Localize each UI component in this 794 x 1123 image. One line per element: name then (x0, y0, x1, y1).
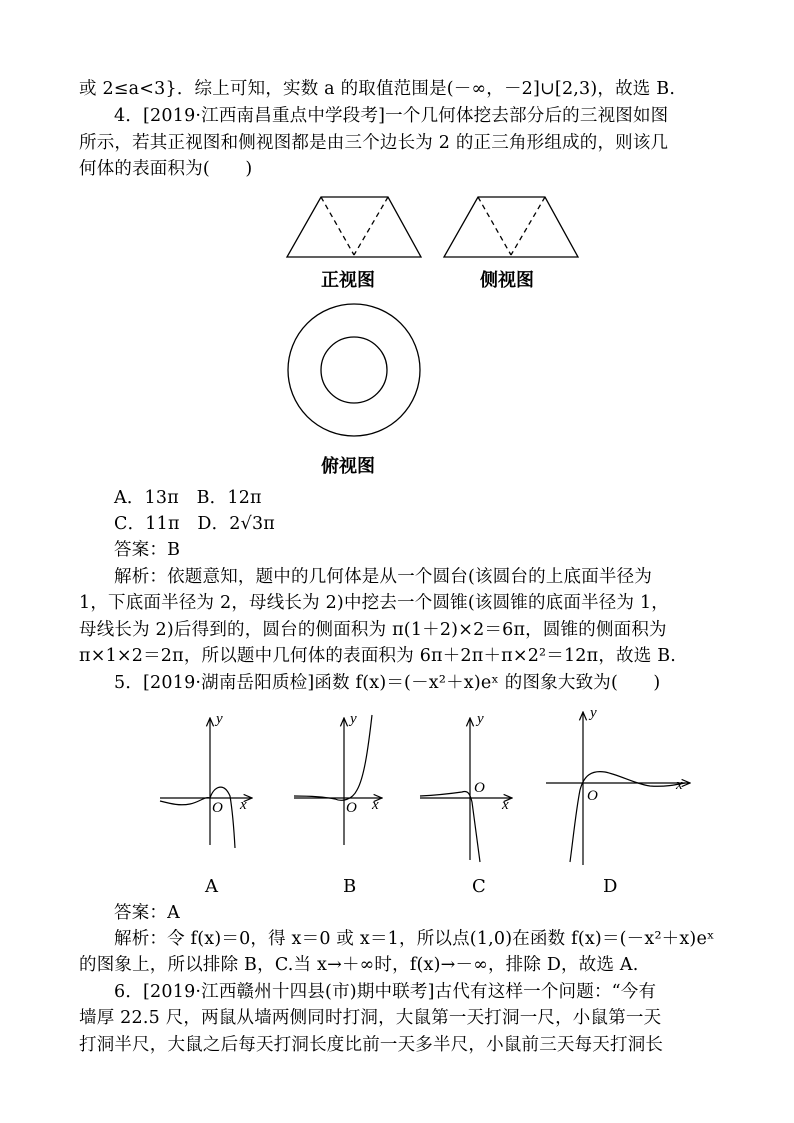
graph-c-x-label: x (502, 797, 509, 813)
graph-c-curve (420, 791, 480, 862)
graph-b-x-label: x (372, 797, 379, 813)
graph-b-origin: O (346, 800, 357, 816)
top-view-caption: 俯视图 (321, 456, 375, 477)
analysis-5-line-1: 解析：令 f(x)＝0，得 x＝0 或 x＝1，所以点(1,0)在函数 f(x)＝(－x²＋x)eˣ (114, 929, 715, 949)
question-4-line-2: 所示，若其正视图和侧视图都是由三个边长为 2 的正三角形组成的，则该几 (79, 133, 669, 153)
graph-c-label: C (472, 876, 486, 897)
front-view-caption: 正视图 (321, 270, 375, 291)
analysis-4-line-1: 解析：依题意知，题中的几何体是从一个圆台(该圆台的上底面半径为 (114, 567, 653, 587)
graph-b (294, 715, 382, 845)
graph-a-origin: O (212, 800, 223, 816)
options-cd: C．11π D．2√3π (114, 514, 276, 534)
graph-a-label: A (205, 876, 218, 897)
text-line-1: 或 2≤a<3}．综上可知，实数 a 的取值范围是(－∞，－2]∪[2,3)，故选 B. (79, 79, 676, 99)
graph-a-x-label: x (240, 797, 247, 813)
graph-b-curve (294, 715, 372, 800)
graph-a-curve (160, 787, 235, 848)
graph-b-y-label: y (350, 711, 357, 727)
graph-c-y-label: y (477, 711, 484, 727)
options-ab: A．13π B．12π (114, 488, 262, 508)
question-4-line-3: 何体的表面积为( ) (79, 159, 253, 179)
question-6-line-2: 墙厚 22.5 尺，两鼠从墙两侧同时打洞，大鼠第一天打洞一尺，小鼠第一天 (79, 1008, 662, 1028)
question-5-line-1: 5．[2019·湖南岳阳质检]函数 f(x)＝(－x²＋x)eˣ 的图象大致为( ) (114, 673, 661, 693)
graph-c (420, 718, 512, 862)
question-6-line-1: 6．[2019·江西赣州十四县(市)期中联考]古代有这样一个问题：“今有 (114, 982, 657, 1002)
question-4-line-1: 4．[2019·江西南昌重点中学段考]一个几何体挖去部分后的三视图如图 (114, 106, 669, 126)
graph-d-origin: O (587, 788, 598, 804)
analysis-4-line-2: 1，下底面半径为 2，母线长为 2)中挖去一个圆锥(该圆锥的底面半径为 1， (79, 593, 669, 613)
graph-b-label: B (343, 876, 357, 897)
graph-d-curve (570, 772, 685, 862)
graph-c-origin: O (474, 780, 485, 796)
answer-4: 答案：B (114, 540, 181, 560)
side-view-caption: 侧视图 (480, 270, 534, 291)
analysis-5-line-2: 的图象上，所以排除 B，C.当 x→＋∞时，f(x)→－∞，排除 D，故选 A. (79, 955, 639, 975)
graph-a (160, 718, 252, 848)
graph-d (546, 712, 690, 865)
question-6-line-3: 打洞半尺，大鼠之后每天打洞长度比前一天多半尺，小鼠前三天每天打洞长 (79, 1035, 664, 1055)
graph-d-x-label: x (676, 777, 683, 793)
graph-d-label: D (603, 876, 618, 897)
graph-a-y-label: y (216, 711, 223, 727)
analysis-4-line-4: π×1×2＝2π，所以题中几何体的表面积为 6π＋2π＋π×2²＝12π，故选 B. (79, 646, 677, 666)
graph-d-y-label: y (590, 705, 597, 721)
answer-5: 答案：A (114, 903, 180, 923)
analysis-4-line-3: 母线长为 2)后得到的，圆台的侧面积为 π(1＋2)×2＝6π，圆锥的侧面积为 (79, 620, 667, 640)
